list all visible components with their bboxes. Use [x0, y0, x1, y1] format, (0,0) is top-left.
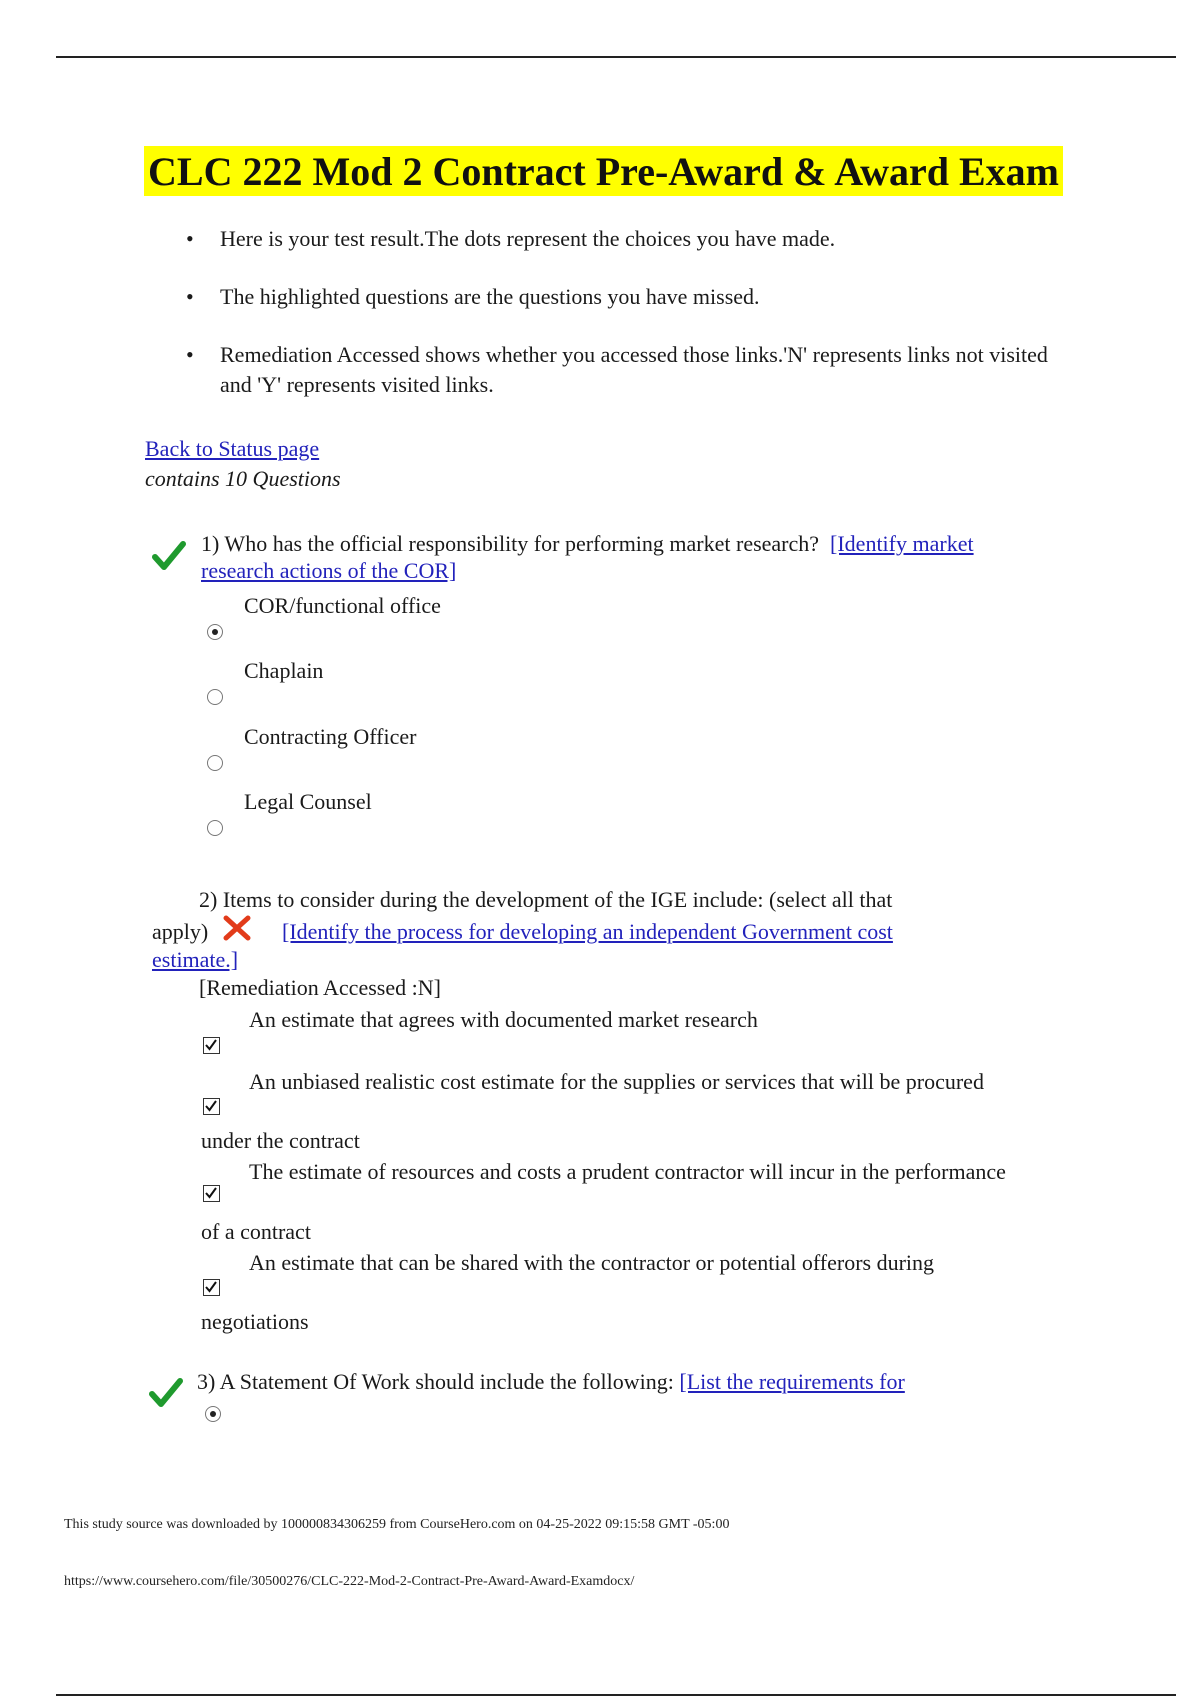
option-checkbox-checked[interactable]: [203, 1185, 220, 1202]
option-label: Legal Counsel: [244, 789, 372, 814]
top-rule: [56, 56, 1176, 58]
option-label: An estimate that agrees with documented market research: [249, 1007, 758, 1032]
question-2-line1: 2) Items to consider during the development of the IGE include: (select all that: [199, 887, 893, 912]
question-3: [197, 1368, 905, 1395]
question-count: contains 10 Questions: [145, 466, 341, 491]
question-1: [201, 530, 1081, 584]
option-radio[interactable]: [207, 820, 223, 836]
option-label: Contracting Officer: [244, 724, 417, 749]
option-label-cont: negotiations: [201, 1309, 309, 1334]
bottom-rule: [56, 1694, 1176, 1696]
option-label-cont: of a contract: [201, 1219, 311, 1244]
question-2-remediation-link-cont[interactable]: estimate.]: [152, 947, 239, 972]
instruction-item: • Here is your test result.The dots represent the choices you have made.: [180, 224, 1080, 254]
download-note: This study source was downloaded by 100000834306259 from CourseHero.com on 04-25-2022 09:15:58 GMT -05:00: [64, 1517, 730, 1532]
instruction-item: • Remediation Accessed shows whether you accessed those links.'N' represents links not visited and 'Y' represents visited links.: [180, 340, 1080, 400]
option-label: An estimate that can be shared with the contractor or potential offerors during: [249, 1250, 935, 1275]
checkmark-icon: [204, 1038, 218, 1052]
option-checkbox-checked[interactable]: [203, 1098, 220, 1115]
checkmark-icon: [204, 1280, 218, 1294]
question-1-remediation-link-cont[interactable]: research actions of the COR]: [201, 558, 457, 583]
question-3-remediation-link[interactable]: [List the requirements for: [679, 1369, 905, 1394]
instruction-item: • The highlighted questions are the questions you have missed.: [180, 282, 1080, 312]
option-label: The estimate of resources and costs a prudent contractor will incur in the performance: [249, 1159, 1006, 1184]
option-radio[interactable]: [207, 755, 223, 771]
option-label: Chaplain: [244, 658, 324, 683]
back-to-status-link[interactable]: Back to Status page: [145, 436, 320, 461]
source-url: https://www.coursehero.com/file/30500276/CLC-222-Mod-2-Contract-Pre-Award-Award-Examdocx/: [64, 1574, 635, 1589]
remediation-status: [Remediation Accessed :N]: [199, 975, 441, 1000]
checkmark-icon: [204, 1186, 218, 1200]
page-title: CLC 222 Mod 2 Contract Pre-Award & Award Exam: [144, 146, 1063, 196]
question-2-remediation-link[interactable]: [Identify the process for developing an independent Government cost: [282, 919, 893, 944]
question-1-text: 1) Who has the official responsibility for performing market research?: [201, 531, 820, 556]
option-label: COR/functional office: [244, 593, 441, 618]
option-checkbox-checked[interactable]: [203, 1037, 220, 1054]
question-3-text: 3) A Statement Of Work should include the following:: [197, 1369, 674, 1394]
question-2-line2: apply): [152, 919, 209, 944]
option-label: An unbiased realistic cost estimate for the supplies or services that will be procured: [249, 1069, 984, 1094]
instructions-list: [180, 224, 1080, 428]
checkmark-icon: [204, 1099, 218, 1113]
option-radio-selected[interactable]: [205, 1406, 221, 1422]
option-label-cont: under the contract: [201, 1128, 360, 1153]
question-1-remediation-link[interactable]: [Identify market: [830, 531, 974, 556]
option-checkbox-checked[interactable]: [203, 1279, 220, 1296]
correct-check-icon: [149, 1377, 183, 1409]
option-radio[interactable]: [207, 689, 223, 705]
correct-check-icon: [152, 540, 186, 572]
option-radio-selected[interactable]: [207, 624, 223, 640]
incorrect-cross-icon: [222, 914, 252, 942]
